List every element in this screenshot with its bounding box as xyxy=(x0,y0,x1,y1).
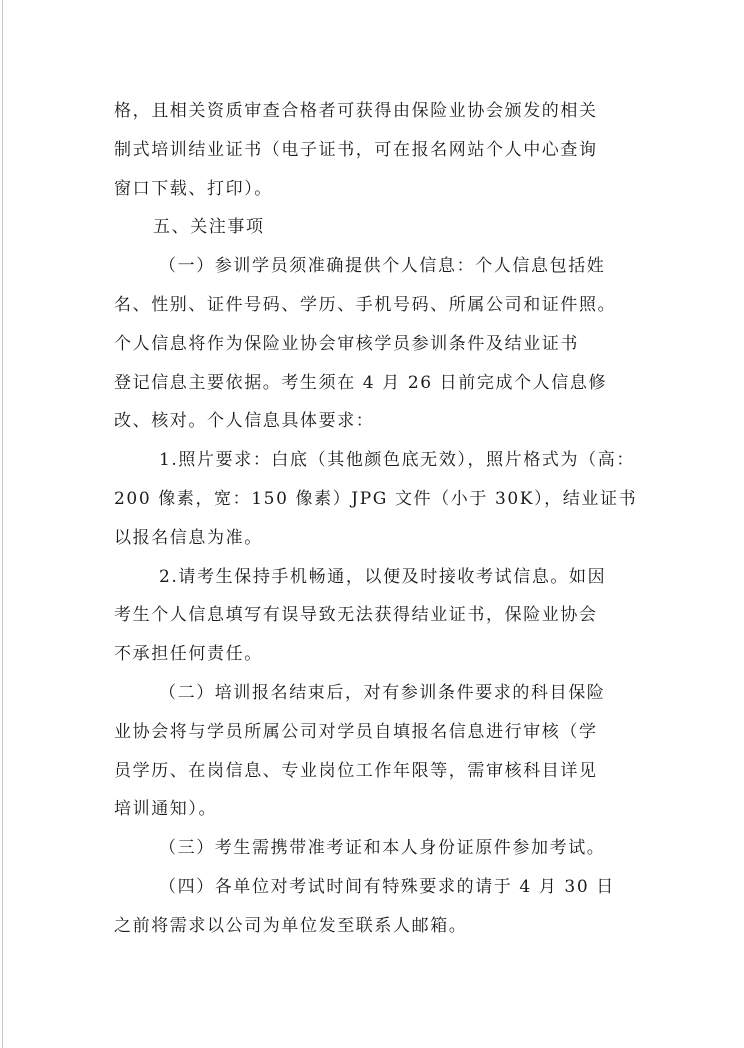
section-heading: 五、关注事项 xyxy=(153,217,265,238)
text-line: 200 像素，宽：150 像素）JPG 文件（小于 30K），结业证书 xyxy=(114,488,638,509)
text-line: 个人信息将作为保险业协会审核学员参训条件及结业证书 xyxy=(114,333,579,354)
page-edge xyxy=(2,0,3,1048)
text-line: 改、核对。个人信息具体要求： xyxy=(114,411,375,432)
paragraph-start: （三）考生需携带准考证和本人身份证原件参加考试。 xyxy=(159,838,606,859)
text-line: 以报名信息为准。 xyxy=(114,527,263,548)
text-line: 考生个人信息填写有误导致无法获得结业证书，保险业协会 xyxy=(114,605,598,626)
text-line: 格，且相关资质审查合格者可获得由保险业协会颁发的相关 xyxy=(114,101,598,121)
paragraph-start: （四）各单位对考试时间有特殊要求的请于 4 月 30 日 xyxy=(159,876,615,897)
paragraph-start: （一）参训学员须准确提供个人信息：个人信息包括姓 xyxy=(159,256,606,277)
text-line: 员学历、在岗信息、专业岗位工作年限等，需审核科目详见 xyxy=(114,760,598,781)
text-line: 之前将需求以公司为单位发至联系人邮箱。 xyxy=(114,915,468,936)
document-body xyxy=(114,92,638,946)
text-line: 培训通知）。 xyxy=(114,799,218,820)
text-line: 登记信息主要依据。考生须在 4 月 26 日前完成个人信息修 xyxy=(114,372,608,393)
list-item-start: 2.请考生保持手机畅通，以便及时接收考试信息。如因 xyxy=(159,566,607,587)
text-line: 名、性别、证件号码、学历、手机号码、所属公司和证件照。 xyxy=(114,294,617,315)
text-line: 窗口下载、打印）。 xyxy=(114,178,273,199)
list-item-start: 1.照片要求：白底（其他颜色底无效），照片格式为（高： xyxy=(159,450,635,471)
text-line: 业协会将与学员所属公司对学员自填报名信息进行审核（学 xyxy=(114,721,598,742)
paragraph-start: （二）培训报名结束后，对有参训条件要求的科目保险 xyxy=(159,682,606,703)
text-line: 制式培训结业证书（电子证书，可在报名网站个人中心查询 xyxy=(114,139,598,160)
text-line: 不承担任何责任。 xyxy=(114,644,263,665)
